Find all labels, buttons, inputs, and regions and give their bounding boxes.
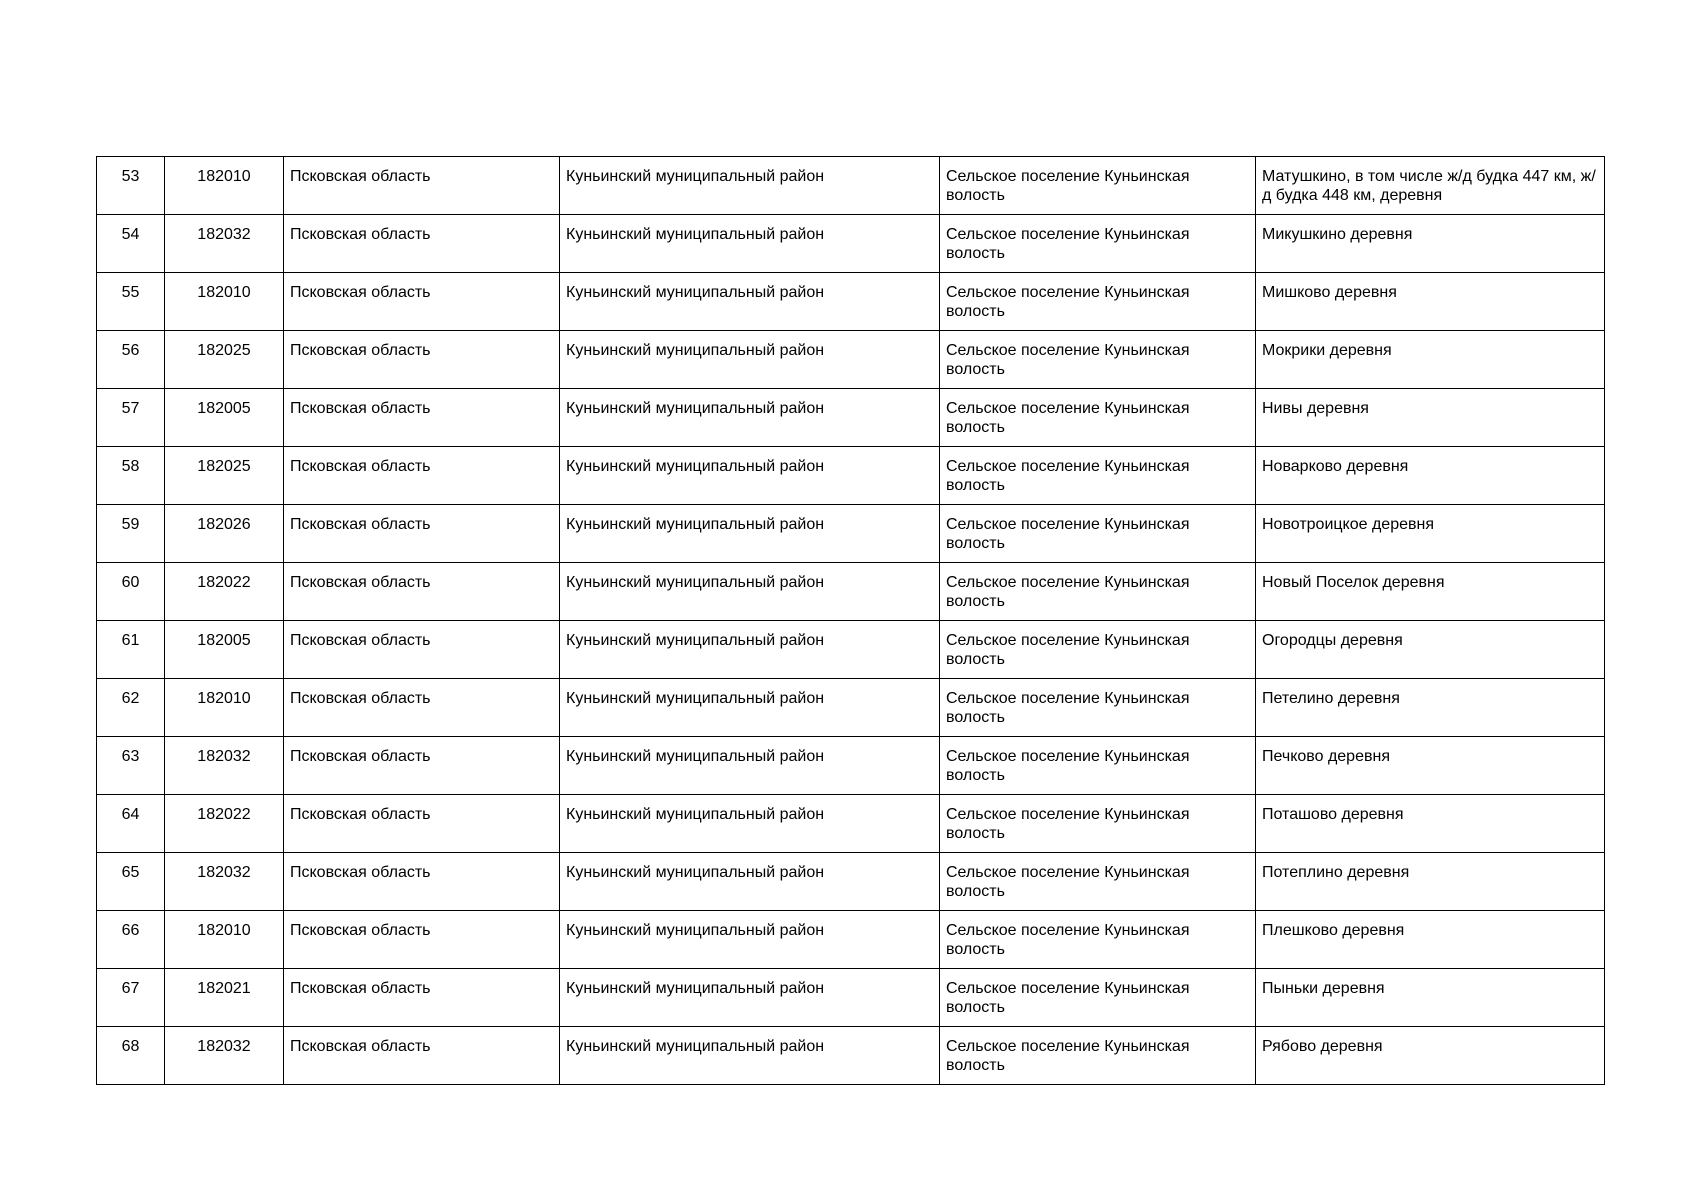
- table-row: [97, 621, 1605, 679]
- postal-code-cell: 182032: [165, 737, 284, 795]
- district-cell: Куньинский муниципальный район: [560, 331, 940, 389]
- locality-cell: Пыньки деревня: [1256, 969, 1605, 1027]
- settlement-cell: Сельское поселение Куньинская волость: [940, 1027, 1256, 1085]
- row-number-cell: 57: [97, 389, 165, 447]
- district-cell: Куньинский муниципальный район: [560, 679, 940, 737]
- table-row: [97, 1027, 1605, 1085]
- district-cell: Куньинский муниципальный район: [560, 911, 940, 969]
- settlement-cell: Сельское поселение Куньинская волость: [940, 679, 1256, 737]
- settlement-cell: Сельское поселение Куньинская волость: [940, 389, 1256, 447]
- settlement-cell: Сельское поселение Куньинская волость: [940, 331, 1256, 389]
- row-number-cell: 65: [97, 853, 165, 911]
- district-cell: Куньинский муниципальный район: [560, 969, 940, 1027]
- postal-code-cell: 182022: [165, 795, 284, 853]
- locality-cell: Микушкино деревня: [1256, 215, 1605, 273]
- row-number-cell: 56: [97, 331, 165, 389]
- region-cell: Псковская область: [284, 157, 560, 215]
- region-cell: Псковская область: [284, 1027, 560, 1085]
- table-row: [97, 447, 1605, 505]
- region-cell: Псковская область: [284, 911, 560, 969]
- row-number-cell: 59: [97, 505, 165, 563]
- table-row: [97, 505, 1605, 563]
- settlement-cell: Сельское поселение Куньинская волость: [940, 563, 1256, 621]
- district-cell: Куньинский муниципальный район: [560, 1027, 940, 1085]
- region-cell: Псковская область: [284, 273, 560, 331]
- row-number-cell: 64: [97, 795, 165, 853]
- district-cell: Куньинский муниципальный район: [560, 389, 940, 447]
- region-cell: Псковская область: [284, 563, 560, 621]
- region-cell: Псковская область: [284, 679, 560, 737]
- locality-cell: Матушкино, в том числе ж/д будка 447 км, ж/д будка 448 км, деревня: [1256, 157, 1605, 215]
- district-cell: Куньинский муниципальный район: [560, 737, 940, 795]
- locality-cell: Новотроицкое деревня: [1256, 505, 1605, 563]
- row-number-cell: 66: [97, 911, 165, 969]
- locality-cell: Новарково деревня: [1256, 447, 1605, 505]
- locality-cell: Нивы деревня: [1256, 389, 1605, 447]
- postal-code-cell: 182032: [165, 853, 284, 911]
- row-number-cell: 54: [97, 215, 165, 273]
- postal-code-cell: 182010: [165, 273, 284, 331]
- locality-cell: Мокрики деревня: [1256, 331, 1605, 389]
- table-row: [97, 853, 1605, 911]
- row-number-cell: 53: [97, 157, 165, 215]
- locality-cell: Мишково деревня: [1256, 273, 1605, 331]
- table-row: [97, 273, 1605, 331]
- postal-code-cell: 182025: [165, 447, 284, 505]
- settlement-cell: Сельское поселение Куньинская волость: [940, 853, 1256, 911]
- postal-code-cell: 182026: [165, 505, 284, 563]
- locality-cell: Поташово деревня: [1256, 795, 1605, 853]
- locality-cell: Печково деревня: [1256, 737, 1605, 795]
- table-row: [97, 795, 1605, 853]
- row-number-cell: 60: [97, 563, 165, 621]
- table-row: [97, 911, 1605, 969]
- table-row: [97, 737, 1605, 795]
- locality-cell: Потеплино деревня: [1256, 853, 1605, 911]
- district-cell: Куньинский муниципальный район: [560, 621, 940, 679]
- postal-code-cell: 182025: [165, 331, 284, 389]
- table-row: [97, 969, 1605, 1027]
- table-row: [97, 389, 1605, 447]
- postal-code-cell: 182005: [165, 389, 284, 447]
- locality-cell: Плешково деревня: [1256, 911, 1605, 969]
- postal-code-cell: 182032: [165, 1027, 284, 1085]
- table-row: [97, 157, 1605, 215]
- locality-cell: Огородцы деревня: [1256, 621, 1605, 679]
- district-cell: Куньинский муниципальный район: [560, 853, 940, 911]
- region-cell: Псковская область: [284, 853, 560, 911]
- table-row: [97, 563, 1605, 621]
- settlement-cell: Сельское поселение Куньинская волость: [940, 795, 1256, 853]
- region-cell: Псковская область: [284, 795, 560, 853]
- postal-code-cell: 182010: [165, 679, 284, 737]
- postal-code-cell: 182021: [165, 969, 284, 1027]
- region-cell: Псковская область: [284, 621, 560, 679]
- locality-cell: Петелино деревня: [1256, 679, 1605, 737]
- row-number-cell: 62: [97, 679, 165, 737]
- postal-code-cell: 182010: [165, 911, 284, 969]
- postal-code-cell: 182010: [165, 157, 284, 215]
- table-body: [97, 157, 1605, 1085]
- region-cell: Псковская область: [284, 969, 560, 1027]
- district-cell: Куньинский муниципальный район: [560, 447, 940, 505]
- region-cell: Псковская область: [284, 737, 560, 795]
- postal-code-cell: 182005: [165, 621, 284, 679]
- settlement-cell: Сельское поселение Куньинская волость: [940, 737, 1256, 795]
- settlement-cell: Сельское поселение Куньинская волость: [940, 621, 1256, 679]
- settlement-cell: Сельское поселение Куньинская волость: [940, 911, 1256, 969]
- locality-cell: Новый Поселок деревня: [1256, 563, 1605, 621]
- settlement-cell: Сельское поселение Куньинская волость: [940, 505, 1256, 563]
- settlement-cell: Сельское поселение Куньинская волость: [940, 969, 1256, 1027]
- region-cell: Псковская область: [284, 447, 560, 505]
- row-number-cell: 61: [97, 621, 165, 679]
- row-number-cell: 63: [97, 737, 165, 795]
- row-number-cell: 68: [97, 1027, 165, 1085]
- region-cell: Псковская область: [284, 389, 560, 447]
- table-row: [97, 331, 1605, 389]
- district-cell: Куньинский муниципальный район: [560, 273, 940, 331]
- row-number-cell: 55: [97, 273, 165, 331]
- region-cell: Псковская область: [284, 505, 560, 563]
- district-cell: Куньинский муниципальный район: [560, 563, 940, 621]
- locality-cell: Рябово деревня: [1256, 1027, 1605, 1085]
- settlement-cell: Сельское поселение Куньинская волость: [940, 215, 1256, 273]
- row-number-cell: 67: [97, 969, 165, 1027]
- settlement-cell: Сельское поселение Куньинская волость: [940, 273, 1256, 331]
- postal-code-cell: 182032: [165, 215, 284, 273]
- district-cell: Куньинский муниципальный район: [560, 215, 940, 273]
- district-cell: Куньинский муниципальный район: [560, 505, 940, 563]
- row-number-cell: 58: [97, 447, 165, 505]
- postal-code-cell: 182022: [165, 563, 284, 621]
- table-row: [97, 679, 1605, 737]
- table-row: [97, 215, 1605, 273]
- settlement-cell: Сельское поселение Куньинская волость: [940, 447, 1256, 505]
- region-cell: Псковская область: [284, 331, 560, 389]
- district-cell: Куньинский муниципальный район: [560, 157, 940, 215]
- settlement-cell: Сельское поселение Куньинская волость: [940, 157, 1256, 215]
- region-cell: Псковская область: [284, 215, 560, 273]
- district-cell: Куньинский муниципальный район: [560, 795, 940, 853]
- locality-table: [96, 156, 1605, 1085]
